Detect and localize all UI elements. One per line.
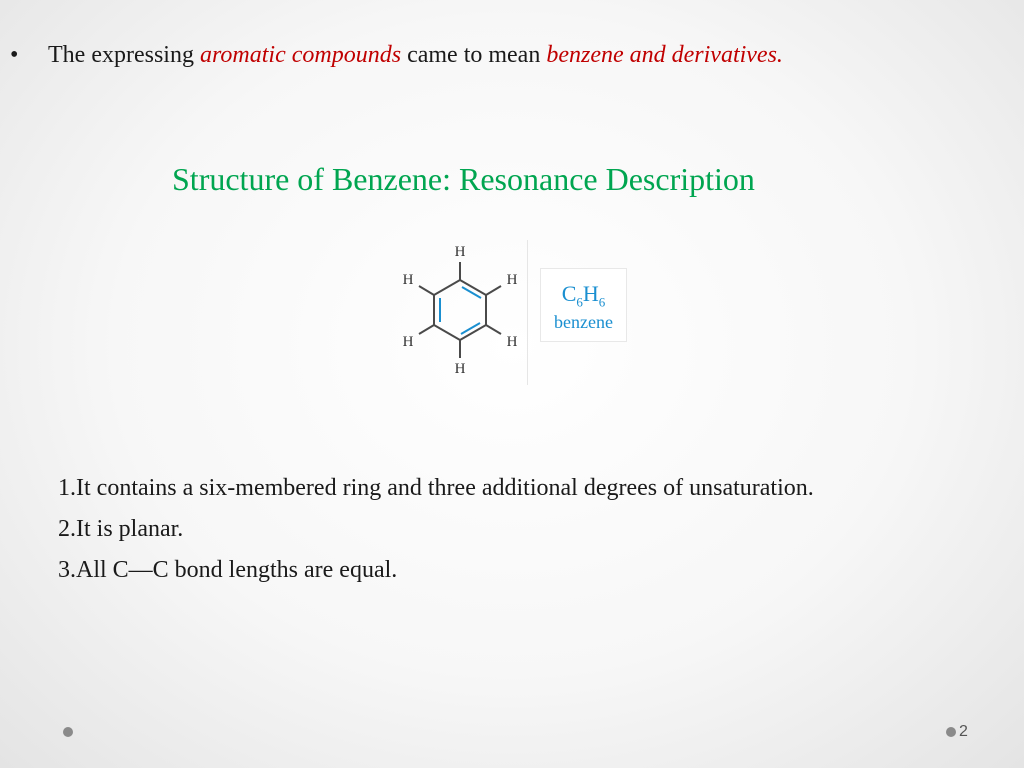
- bullet-marker: •: [10, 42, 19, 68]
- property-item-2: 2.It is planar.: [58, 516, 184, 542]
- decorative-dot-left: [63, 727, 73, 737]
- slide-title: Structure of Benzene: Resonance Description: [172, 161, 755, 197]
- divider: [527, 240, 528, 385]
- hydrogen-label: H: [402, 272, 414, 288]
- formula-hydrogen: H: [582, 281, 599, 306]
- ch-bond: [486, 325, 501, 334]
- bullet-highlight-aromatic: aromatic compounds: [199, 42, 402, 68]
- property-list: [58, 468, 814, 591]
- ring-bond: [434, 325, 460, 340]
- ch-bond: [419, 325, 434, 334]
- formula-carbon-count: 6: [576, 294, 583, 310]
- ch-bond: [419, 286, 434, 295]
- hydrogen-label: H: [454, 244, 466, 260]
- ring-bond: [434, 280, 460, 295]
- double-bond: [461, 323, 480, 334]
- hydrogen-label: H: [506, 272, 518, 288]
- bullet-text-1: The expressing: [48, 42, 200, 68]
- decorative-dot-right: [946, 727, 956, 737]
- bullet-line: [10, 42, 783, 69]
- formula-box: [540, 268, 627, 342]
- benzene-ring-diagram: [385, 238, 545, 388]
- double-bond: [462, 287, 481, 298]
- property-item-1: 1.It contains a six-membered ring and three additional degrees of unsaturation.: [58, 475, 814, 501]
- formula-carbon: C: [561, 281, 577, 306]
- molecular-formula: [541, 283, 626, 308]
- formula-hydrogen-count: 6: [598, 294, 606, 310]
- benzene-structure: [385, 238, 545, 388]
- ch-bond: [486, 286, 501, 295]
- hydrogen-label: H: [454, 361, 466, 377]
- page-number: 2: [959, 723, 968, 740]
- compound-name: benzene: [554, 312, 613, 333]
- bullet-text-2: came to mean: [401, 42, 547, 68]
- property-item-3: 3.All C—C bond lengths are equal.: [58, 557, 398, 583]
- bullet-highlight-benzene: benzene and derivatives.: [546, 42, 783, 68]
- hydrogen-label: H: [506, 334, 518, 350]
- hydrogen-label: H: [402, 334, 414, 350]
